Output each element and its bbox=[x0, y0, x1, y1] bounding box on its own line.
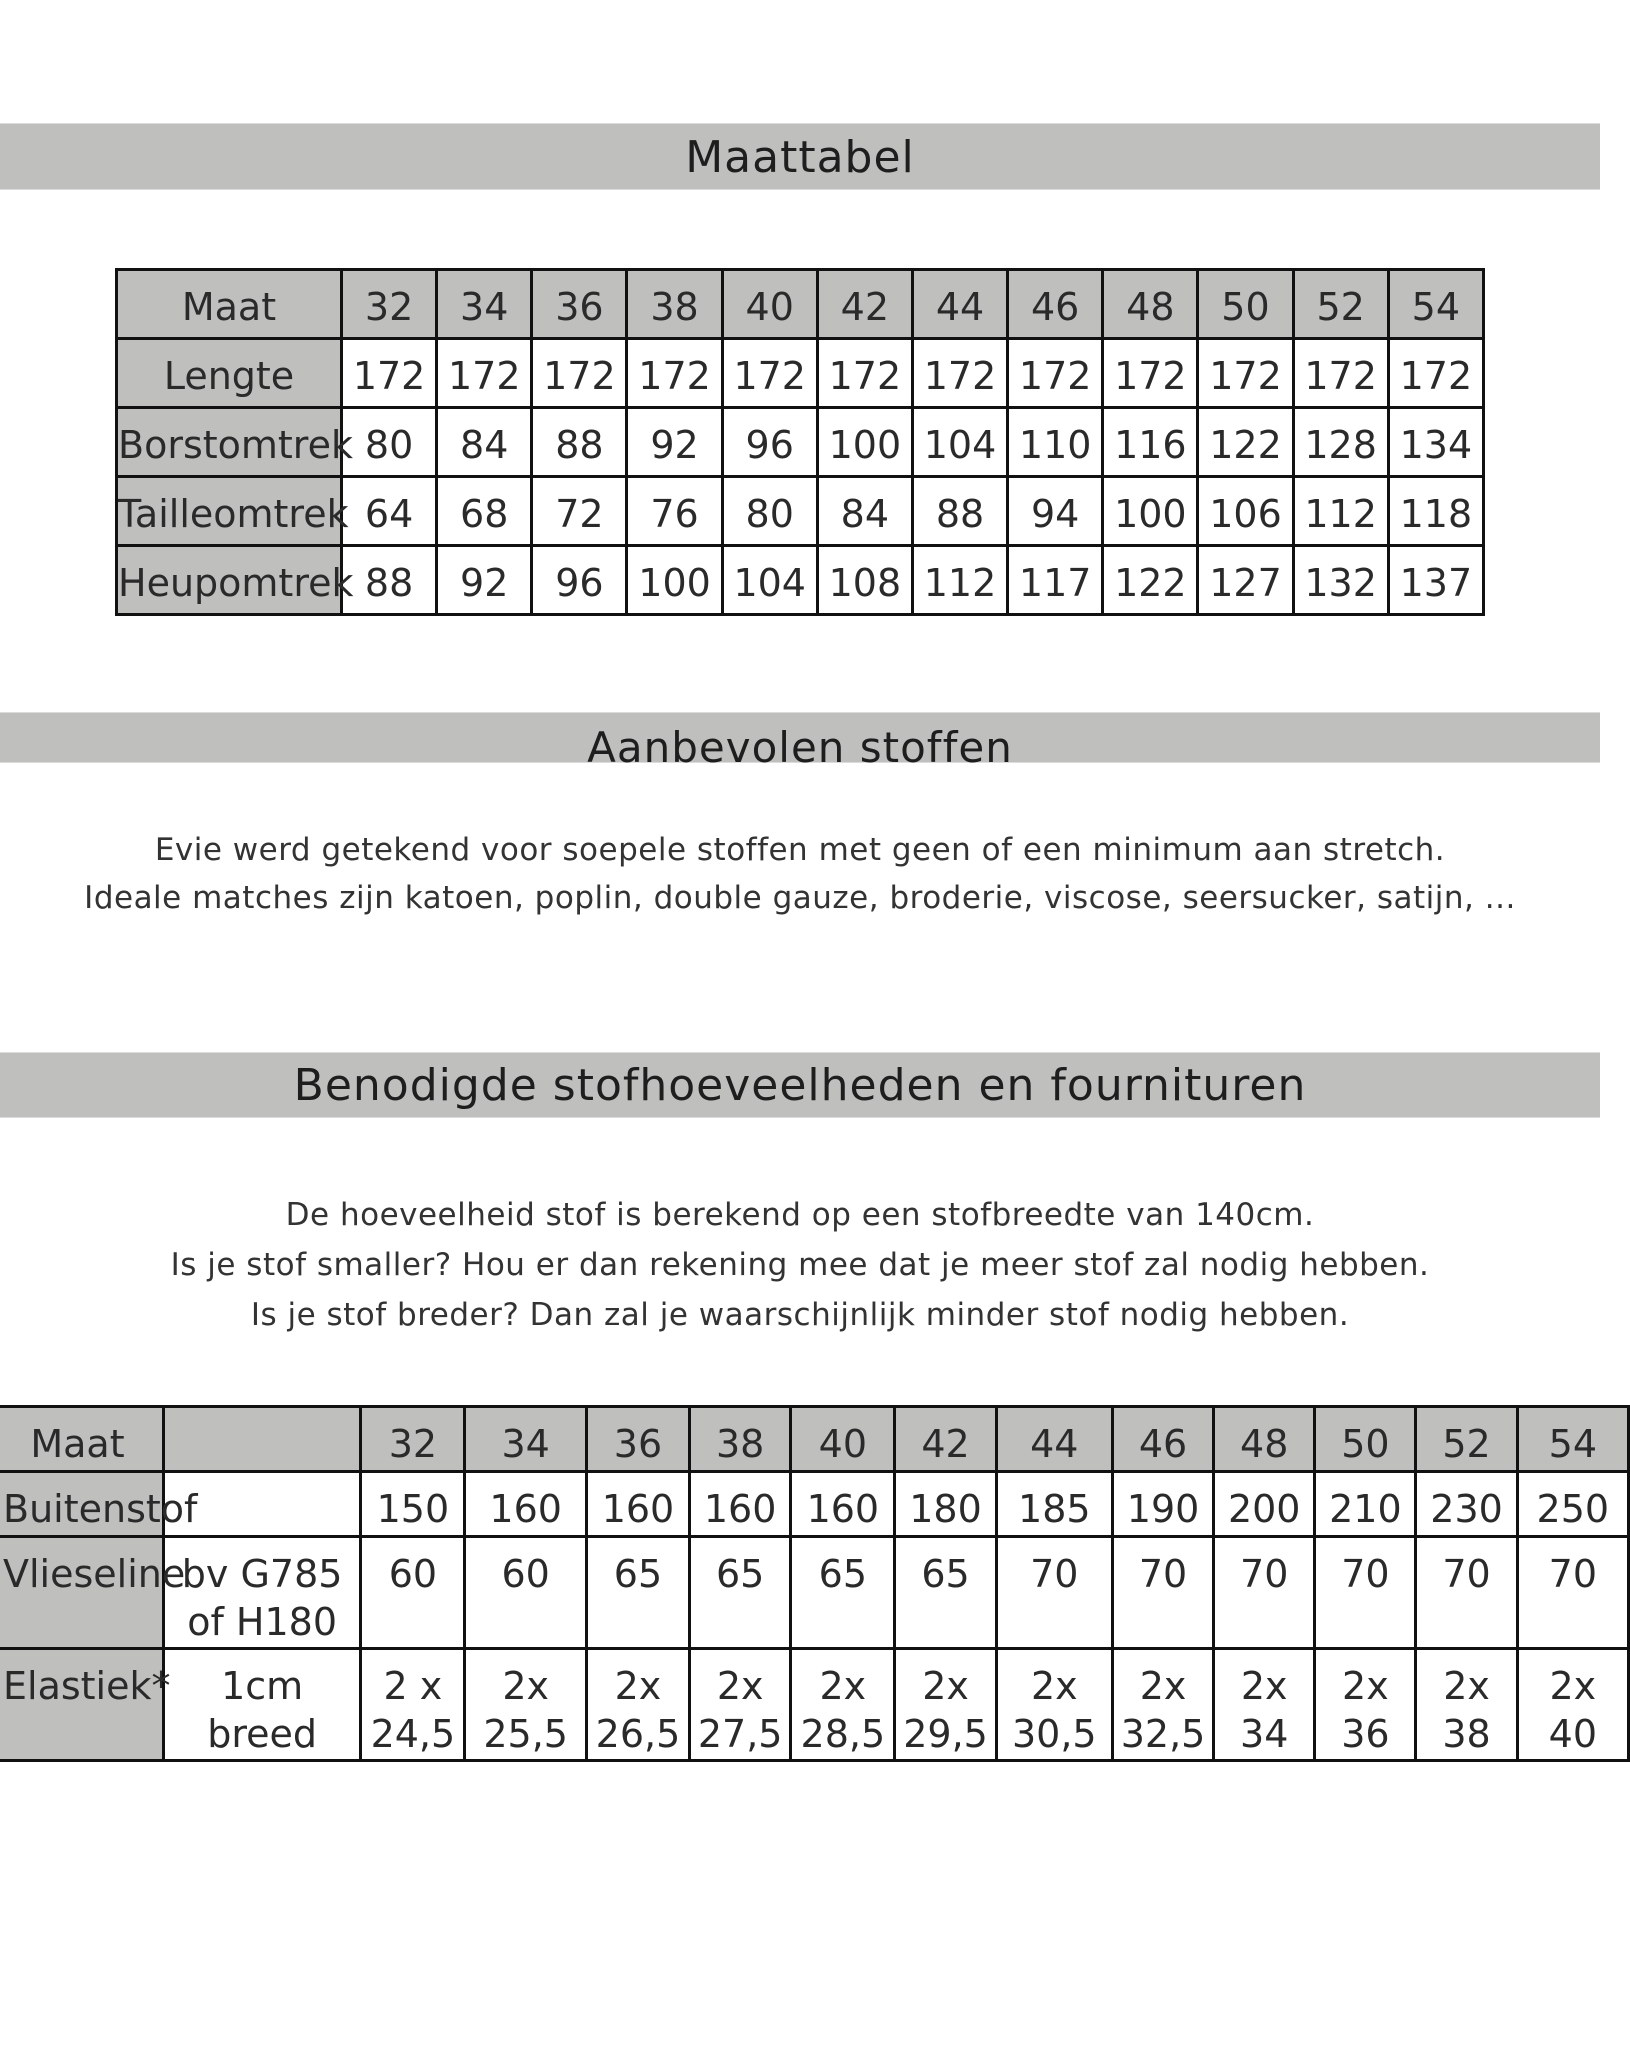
quantity-cell bbox=[996, 1649, 1112, 1761]
quantity-line: 2x bbox=[1443, 1664, 1490, 1708]
quantity-line: 160 bbox=[703, 1487, 777, 1531]
text-line: Evie werd getekend voor soepele stoffen met geen of een minimum aan stretch. bbox=[154, 832, 1446, 868]
quantity-cell bbox=[361, 1537, 465, 1649]
quantity-cell bbox=[1315, 1649, 1416, 1761]
quantity-line: 2x bbox=[716, 1664, 764, 1708]
measurement-cell: 128 bbox=[1293, 408, 1388, 477]
row-label: Tailleomtrek bbox=[117, 477, 342, 546]
quantity-line: 24,5 bbox=[370, 1712, 456, 1756]
quantity-cell bbox=[465, 1649, 586, 1761]
row-note bbox=[163, 1649, 360, 1761]
quantity-line: 26,5 bbox=[595, 1712, 681, 1756]
row-label: Elastiek* bbox=[0, 1649, 163, 1761]
measurement-cell: 100 bbox=[1103, 477, 1198, 546]
size-header-cell: 44 bbox=[996, 1407, 1112, 1472]
quantity-line: 40 bbox=[1548, 1712, 1597, 1756]
table-row bbox=[117, 339, 1484, 408]
section-title-recommended-fabrics: Aanbevolen stoffen bbox=[0, 712, 1600, 763]
note-line: 1cm breed bbox=[207, 1664, 318, 1756]
quantity-line: 250 bbox=[1536, 1487, 1610, 1531]
quantity-line: 2x bbox=[922, 1664, 969, 1708]
quantity-cell bbox=[1112, 1537, 1213, 1649]
quantity-line: 2x bbox=[1139, 1664, 1187, 1708]
quantity-line: 36 bbox=[1341, 1712, 1390, 1756]
measurement-cell: 137 bbox=[1388, 546, 1483, 615]
size-header-cell: 36 bbox=[586, 1407, 689, 1472]
quantity-cell bbox=[791, 1537, 895, 1649]
quantity-line: 210 bbox=[1329, 1487, 1402, 1531]
measurement-cell: 84 bbox=[437, 408, 532, 477]
measurement-cell: 172 bbox=[342, 339, 437, 408]
measurement-cell: 110 bbox=[1008, 408, 1103, 477]
measurement-cell: 172 bbox=[1388, 339, 1483, 408]
fabric-table-header-note bbox=[163, 1407, 360, 1472]
quantity-cell bbox=[1112, 1472, 1213, 1537]
measurement-cell: 92 bbox=[437, 546, 532, 615]
measurement-cell: 88 bbox=[532, 408, 627, 477]
quantity-cell bbox=[586, 1537, 689, 1649]
quantity-line: 38 bbox=[1442, 1712, 1491, 1756]
quantity-line: 2x bbox=[502, 1664, 549, 1708]
section-title-size-chart: Maattabel bbox=[0, 123, 1600, 190]
size-header-cell: 32 bbox=[361, 1407, 465, 1472]
measurement-cell: 172 bbox=[817, 339, 912, 408]
size-header-cell: 48 bbox=[1214, 1407, 1315, 1472]
size-header-cell: 50 bbox=[1315, 1407, 1416, 1472]
measurement-cell: 84 bbox=[817, 477, 912, 546]
quantity-cell bbox=[690, 1472, 791, 1537]
measurement-cell: 127 bbox=[1198, 546, 1293, 615]
quantity-cell bbox=[996, 1537, 1112, 1649]
size-chart-header-label: Maat bbox=[117, 270, 342, 339]
measurement-cell: 100 bbox=[817, 408, 912, 477]
quantity-line: 60 bbox=[501, 1552, 550, 1596]
quantity-line: 2 x bbox=[383, 1664, 443, 1708]
measurement-cell: 96 bbox=[722, 408, 817, 477]
quantity-line: 70 bbox=[1341, 1552, 1390, 1596]
measurement-cell: 106 bbox=[1198, 477, 1293, 546]
size-header-cell: 52 bbox=[1293, 270, 1388, 339]
text-line: Ideale matches zijn katoen, poplin, double gauze, broderie, viscose, seersucker, satijn, ... bbox=[84, 880, 1516, 916]
quantity-line: 70 bbox=[1030, 1552, 1079, 1596]
quantity-line: 70 bbox=[1442, 1552, 1491, 1596]
table-row bbox=[0, 1649, 1629, 1761]
measurement-cell: 108 bbox=[817, 546, 912, 615]
quantity-line: 230 bbox=[1430, 1487, 1503, 1531]
quantity-cell bbox=[465, 1472, 586, 1537]
fabric-requirements-text bbox=[0, 1190, 1600, 1340]
quantity-cell bbox=[1517, 1649, 1628, 1761]
quantity-cell bbox=[895, 1472, 996, 1537]
note-line: bv G785 bbox=[181, 1552, 343, 1596]
measurement-cell: 100 bbox=[627, 546, 722, 615]
measurement-cell: 172 bbox=[722, 339, 817, 408]
size-header-cell: 46 bbox=[1008, 270, 1103, 339]
quantity-cell bbox=[361, 1472, 465, 1537]
measurement-cell: 134 bbox=[1388, 408, 1483, 477]
size-header-cell: 46 bbox=[1112, 1407, 1213, 1472]
quantity-cell bbox=[1416, 1649, 1517, 1761]
measurement-cell: 172 bbox=[912, 339, 1007, 408]
size-header-cell: 48 bbox=[1103, 270, 1198, 339]
size-header-cell: 36 bbox=[532, 270, 627, 339]
size-header-cell: 40 bbox=[791, 1407, 895, 1472]
row-label: Borstomtrek bbox=[117, 408, 342, 477]
measurement-cell: 76 bbox=[627, 477, 722, 546]
measurement-cell: 104 bbox=[722, 546, 817, 615]
measurement-cell: 112 bbox=[1293, 477, 1388, 546]
measurement-cell: 92 bbox=[627, 408, 722, 477]
measurement-cell: 104 bbox=[912, 408, 1007, 477]
quantity-cell bbox=[586, 1649, 689, 1761]
quantity-cell bbox=[1214, 1649, 1315, 1761]
quantity-cell bbox=[1517, 1472, 1628, 1537]
quantity-cell bbox=[895, 1537, 996, 1649]
measurement-cell: 80 bbox=[722, 477, 817, 546]
row-label: Buitenstof bbox=[0, 1472, 163, 1537]
quantity-cell bbox=[465, 1537, 586, 1649]
quantity-line: 65 bbox=[818, 1552, 868, 1596]
measurement-cell: 94 bbox=[1008, 477, 1103, 546]
measurement-cell: 172 bbox=[437, 339, 532, 408]
measurement-cell: 122 bbox=[1198, 408, 1293, 477]
quantity-line: 25,5 bbox=[483, 1712, 568, 1756]
quantity-cell bbox=[1416, 1537, 1517, 1649]
quantity-cell bbox=[690, 1537, 791, 1649]
quantity-line: 2x bbox=[1240, 1664, 1288, 1708]
quantity-line: 2x bbox=[1030, 1664, 1078, 1708]
measurement-cell: 172 bbox=[1293, 339, 1388, 408]
quantity-cell bbox=[895, 1649, 996, 1761]
measurement-cell: 112 bbox=[912, 546, 1007, 615]
quantity-cell bbox=[1315, 1472, 1416, 1537]
quantity-cell bbox=[1214, 1537, 1315, 1649]
section-title-fabric-requirements: Benodigde stofhoeveelheden en fournituren bbox=[0, 1052, 1600, 1118]
size-header-cell: 38 bbox=[690, 1407, 791, 1472]
measurement-cell: 172 bbox=[532, 339, 627, 408]
size-header-cell: 54 bbox=[1517, 1407, 1628, 1472]
quantity-cell bbox=[791, 1649, 895, 1761]
size-header-cell: 38 bbox=[627, 270, 722, 339]
table-row bbox=[0, 1472, 1629, 1537]
quantity-line: 34 bbox=[1240, 1712, 1289, 1756]
quantity-line: 2x bbox=[1342, 1664, 1389, 1708]
quantity-line: 160 bbox=[489, 1487, 562, 1531]
row-note bbox=[163, 1537, 360, 1649]
quantity-line: 60 bbox=[388, 1552, 438, 1596]
measurement-cell: 117 bbox=[1008, 546, 1103, 615]
size-chart-header-row bbox=[117, 270, 1484, 339]
size-header-cell: 50 bbox=[1198, 270, 1293, 339]
quantity-line: 29,5 bbox=[903, 1712, 988, 1756]
fabric-table-header-label: Maat bbox=[0, 1407, 163, 1472]
quantity-line: 70 bbox=[1240, 1552, 1289, 1596]
quantity-cell bbox=[996, 1472, 1112, 1537]
table-row bbox=[117, 477, 1484, 546]
fabric-table-header-row bbox=[0, 1407, 1629, 1472]
quantity-line: 70 bbox=[1548, 1552, 1597, 1596]
quantity-line: 32,5 bbox=[1120, 1712, 1206, 1756]
note-line: of H180 bbox=[187, 1600, 338, 1644]
text-line: De hoeveelheid stof is berekend op een stofbreedte van 140cm. bbox=[285, 1197, 1315, 1233]
measurement-cell: 132 bbox=[1293, 546, 1388, 615]
quantity-line: 65 bbox=[715, 1552, 765, 1596]
measurement-cell: 116 bbox=[1103, 408, 1198, 477]
measurement-cell: 72 bbox=[532, 477, 627, 546]
quantity-line: 185 bbox=[1018, 1487, 1091, 1531]
recommended-fabrics-text bbox=[0, 826, 1600, 922]
measurement-cell: 172 bbox=[627, 339, 722, 408]
measurement-cell: 172 bbox=[1198, 339, 1293, 408]
quantity-line: 200 bbox=[1227, 1487, 1301, 1531]
quantity-cell bbox=[1315, 1537, 1416, 1649]
quantity-line: 160 bbox=[806, 1487, 880, 1531]
size-header-cell: 54 bbox=[1388, 270, 1483, 339]
quantity-line: 65 bbox=[613, 1552, 663, 1596]
quantity-line: 65 bbox=[921, 1552, 970, 1596]
quantity-cell bbox=[586, 1472, 689, 1537]
quantity-cell bbox=[1416, 1472, 1517, 1537]
size-chart-table bbox=[115, 268, 1485, 616]
size-header-cell: 52 bbox=[1416, 1407, 1517, 1472]
size-header-cell: 44 bbox=[912, 270, 1007, 339]
size-header-cell: 34 bbox=[465, 1407, 586, 1472]
table-row bbox=[117, 546, 1484, 615]
measurement-cell: 80 bbox=[342, 408, 437, 477]
quantity-cell bbox=[1214, 1472, 1315, 1537]
quantity-line: 28,5 bbox=[800, 1712, 886, 1756]
size-header-cell: 34 bbox=[437, 270, 532, 339]
measurement-cell: 172 bbox=[1103, 339, 1198, 408]
text-line: Is je stof breder? Dan zal je waarschijnlijk minder stof nodig hebben. bbox=[250, 1297, 1350, 1333]
size-header-cell: 42 bbox=[817, 270, 912, 339]
quantity-line: 2x bbox=[819, 1664, 867, 1708]
quantity-line: 150 bbox=[376, 1487, 450, 1531]
measurement-cell: 88 bbox=[912, 477, 1007, 546]
quantity-cell bbox=[361, 1649, 465, 1761]
quantity-cell bbox=[690, 1649, 791, 1761]
row-label: Lengte bbox=[117, 339, 342, 408]
table-row bbox=[117, 408, 1484, 477]
size-header-cell: 42 bbox=[895, 1407, 996, 1472]
quantity-line: 70 bbox=[1138, 1552, 1188, 1596]
row-label: Heupomtrek bbox=[117, 546, 342, 615]
measurement-cell: 68 bbox=[437, 477, 532, 546]
quantity-line: 2x bbox=[1549, 1664, 1597, 1708]
size-header-cell: 40 bbox=[722, 270, 817, 339]
measurement-cell: 88 bbox=[342, 546, 437, 615]
measurement-cell: 172 bbox=[1008, 339, 1103, 408]
quantity-line: 180 bbox=[909, 1487, 982, 1531]
measurement-cell: 64 bbox=[342, 477, 437, 546]
quantity-cell bbox=[1517, 1537, 1628, 1649]
measurement-cell: 96 bbox=[532, 546, 627, 615]
quantity-cell bbox=[1112, 1649, 1213, 1761]
measurement-cell: 118 bbox=[1388, 477, 1483, 546]
quantity-line: 27,5 bbox=[697, 1712, 783, 1756]
quantity-line: 30,5 bbox=[1011, 1712, 1097, 1756]
quantity-line: 160 bbox=[601, 1487, 675, 1531]
row-label: Vlieseline bbox=[0, 1537, 163, 1649]
table-row bbox=[0, 1537, 1629, 1649]
fabric-requirements-table bbox=[0, 1405, 1630, 1762]
measurement-cell: 122 bbox=[1103, 546, 1198, 615]
text-line: Is je stof smaller? Hou er dan rekening mee dat je meer stof zal nodig hebben. bbox=[170, 1247, 1430, 1283]
size-header-cell: 32 bbox=[342, 270, 437, 339]
quantity-line: 2x bbox=[614, 1664, 662, 1708]
quantity-line: 190 bbox=[1126, 1487, 1200, 1531]
quantity-cell bbox=[791, 1472, 895, 1537]
